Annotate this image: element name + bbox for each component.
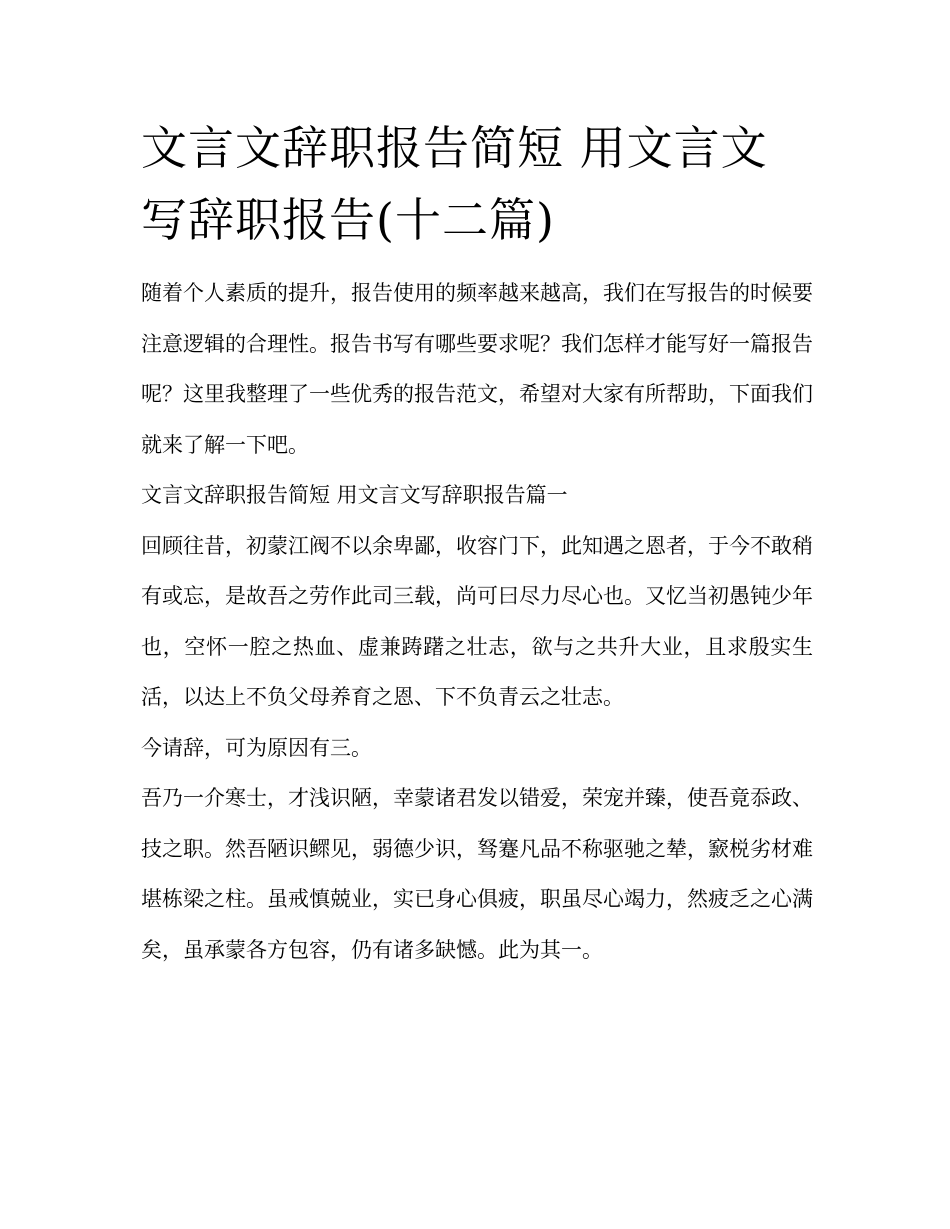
body-paragraph: 回顾往昔，初蒙江阀不以余卑鄙，收容门下，此知遇之恩者，于今不敢稍有或忘，是故吾之劳作此司三载，尚可曰尽力尽心也。又忆当初愚钝少年也，空怀一腔之热血、虚兼踌躇之壮志，欲与之共升大业，且求殷实生活，以达上不负父母养育之恩、下不负青云之壮志。 — [141, 533, 813, 709]
body-paragraph: 吾乃一介寒士，才浅识陋，幸蒙诸君发以错爱，荣宠并臻，使吾竟忝政、技之职。然吾陋识鳏见，弱德少识，驽蹇凡品不称驱驰之辇，窾棁劣材难堪栋梁之柱。虽戒慎兢业，实已身心俱疲，职虽尽心竭力，然疲乏之心满矣，虽承蒙各方包容，仍有诸多缺憾。此为其一。 — [141, 786, 813, 962]
document-title: 文言文辞职报告简短 用文言文写辞职报告(十二篇) — [141, 121, 768, 247]
body-paragraph: 今请辞，可为原因有三。 — [141, 735, 372, 760]
section-heading: 文言文辞职报告简短 用文言文写辞职报告篇一 — [141, 483, 568, 507]
intro-paragraph: 随着个人素质的提升，报告使用的频率越来越高，我们在写报告的时候要注意逻辑的合理性。报告书写有哪些要求呢？我们怎样才能写好一篇报告呢？这里我整理了一些优秀的报告范文，希望对大家有所帮助，下面我们就来了解一下吧。 — [141, 281, 813, 457]
document-page — [141, 112, 813, 975]
